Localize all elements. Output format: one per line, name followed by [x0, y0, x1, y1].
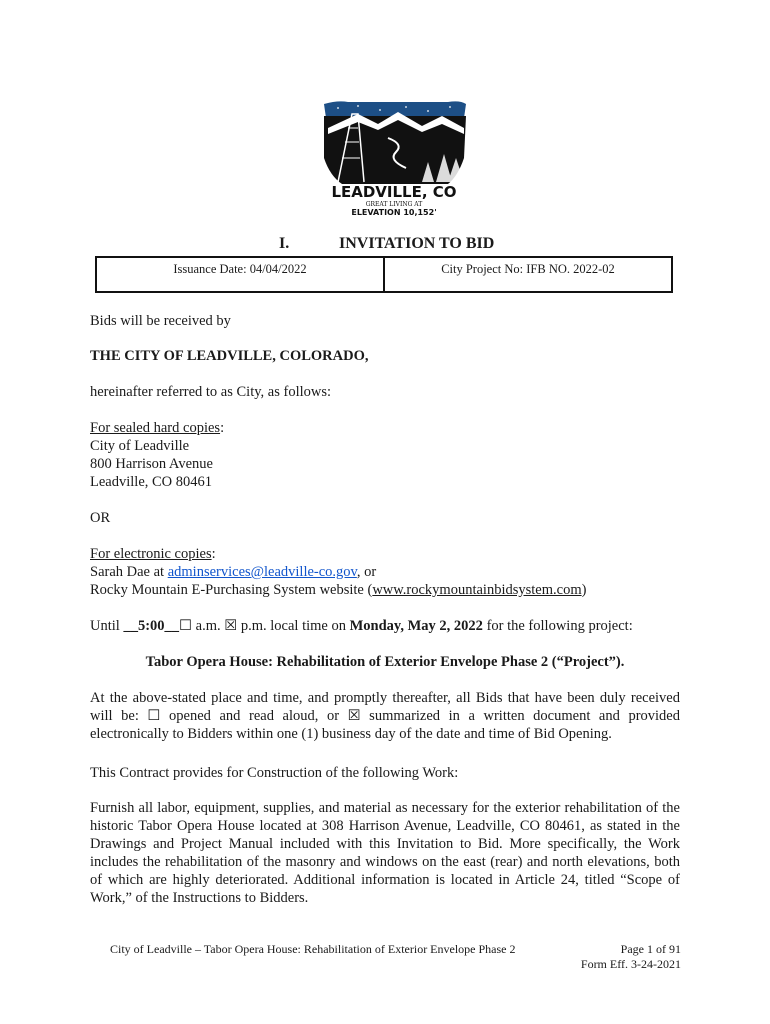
portal-line: Rocky Mountain E-Purchasing System website (www.rockymountainbidsystem.com) — [90, 582, 587, 598]
hard-copies-heading: For sealed hard copies: — [90, 420, 225, 436]
address-line-1: City of Leadville — [90, 438, 190, 454]
bid-date: Monday, May 2, 2022 — [349, 618, 483, 634]
project-number-cell: City Project No: IFB NO. 2022-02 — [441, 262, 615, 276]
hard-copies-label: For sealed hard copies — [90, 420, 221, 436]
svg-text:LEADVILLE, CO: LEADVILLE, CO — [331, 183, 457, 201]
address-line-3: Leadville, CO 80461 — [90, 474, 213, 490]
email-line: Sarah Dae at adminservices@leadville-co.gov, or — [90, 564, 377, 580]
bid-time: __5:00__ — [123, 618, 180, 634]
section-number: I. — [279, 235, 290, 252]
issuance-date-cell: Issuance Date: 04/04/2022 — [97, 258, 385, 291]
city-name: THE CITY OF LEADVILLE, COLORADO, — [90, 348, 369, 364]
bids-opening-paragraph: At the above-stated place and time, and promptly thereafter, all Bids that have been duly received will be: ☐ opened and read aloud, or ☒ summarized in a written document and provided electronically to Bidders within one (1) business day of the date and time of Bid Opening. — [90, 690, 680, 742]
footer-page-info — [581, 942, 681, 972]
hereinafter-line: hereinafter referred to as City, as follows: — [90, 384, 332, 400]
section-title: INVITATION TO BID — [339, 235, 495, 252]
page-number: Page 1 of 91 — [620, 942, 681, 956]
until-line: Until __5:00__☐ a.m. ☒ p.m. local time on Monday, May 2, 2022 for the following project: — [90, 618, 633, 634]
electronic-copies-heading: For electronic copies: — [90, 546, 216, 562]
form-effective-date: Form Eff. 3-24-2021 — [580, 957, 681, 971]
bids-received-line: Bids will be received by — [90, 313, 231, 329]
svg-text:ELEVATION 10,152': ELEVATION 10,152' — [351, 208, 437, 217]
info-table — [95, 256, 673, 293]
or-separator: OR — [90, 510, 111, 526]
footer-doc-title: City of Leadville – Tabor Opera House: Rehabilitation of Exterior Envelope Phase 2 — [110, 942, 516, 956]
svg-text:GREAT LIVING AT: GREAT LIVING AT — [365, 201, 423, 208]
contract-line: This Contract provides for Construction of the following Work: — [90, 765, 459, 781]
work-description-paragraph: Furnish all labor, equipment, supplies, and material as necessary for the exterior rehabilitation of the historic Tabor Opera House located at 308 Harrison Avenue, Leadville, CO 80461, as stated in the Drawings and Project Manual included with this Invitation to Bid. More specifically, the Work includes the rehabilitation of the masonry and windows on the east (rear) and north elevations, both of which are highly deteriorated. Additional information is located in Article 24, titled “Scope of Work,” of the Instructions to Bidders. — [90, 800, 680, 906]
portal-link[interactable]: www.rockymountainbidsystem.com — [372, 582, 582, 598]
electronic-copies-label: For electronic copies — [90, 546, 212, 562]
address-line-2: 800 Harrison Avenue — [90, 456, 213, 472]
email-link[interactable]: adminservices@leadville-co.gov — [167, 564, 357, 580]
project-title: Tabor Opera House: Rehabilitation of Exterior Envelope Phase 2 (“Project”). — [145, 654, 625, 670]
leadville-logo — [318, 98, 470, 218]
